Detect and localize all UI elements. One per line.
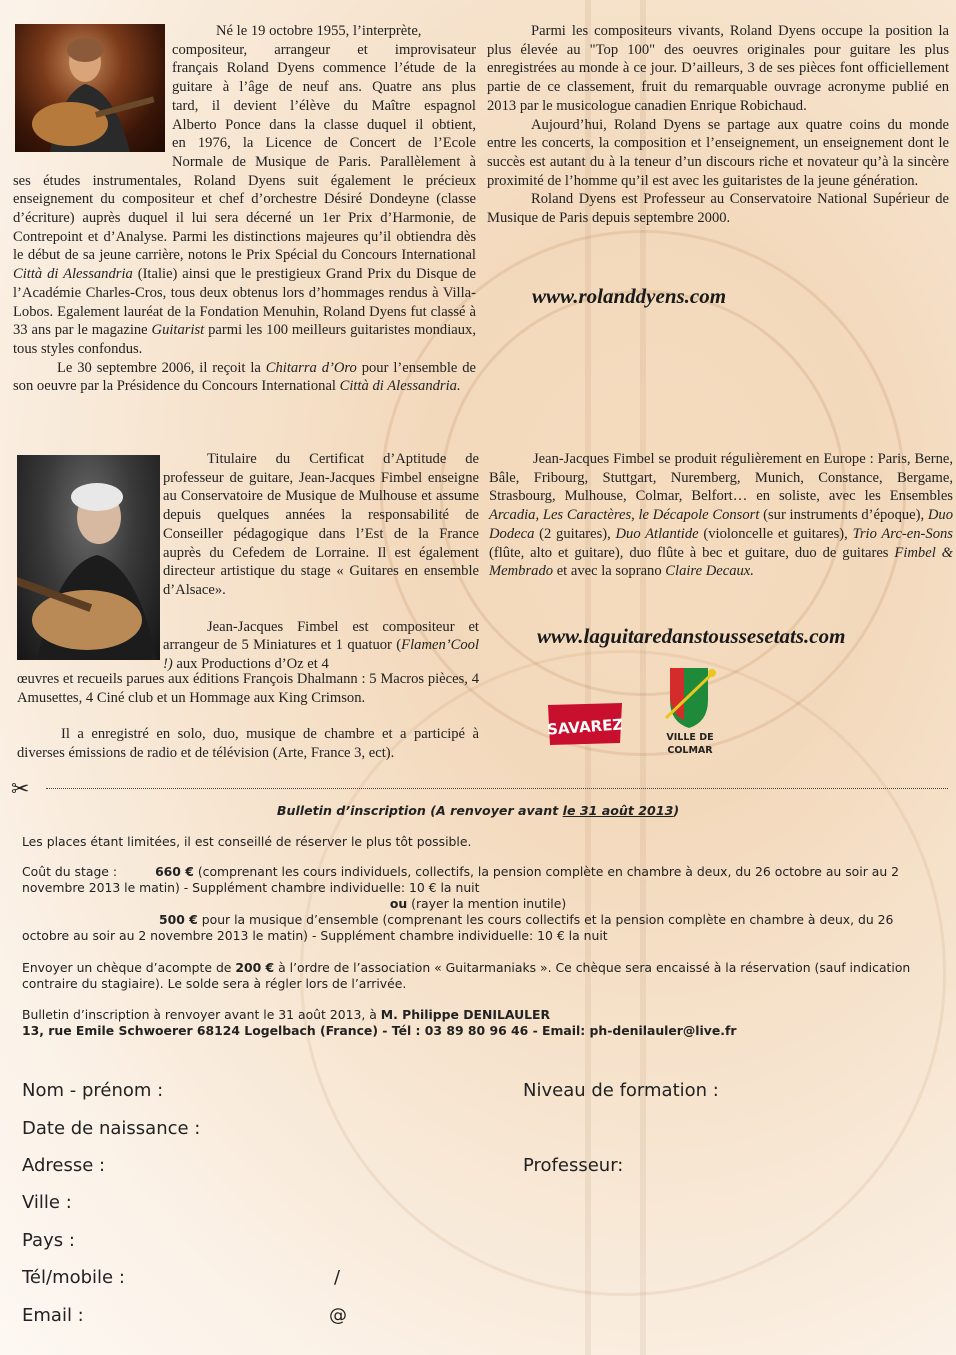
dyens-website-link[interactable]: www.rolanddyens.com [532, 284, 727, 308]
savarez-logo [548, 703, 622, 745]
fimbel-website-link[interactable]: www.laguitaredanstoussesetats.com [537, 624, 846, 648]
dyens-bio-wrapped [172, 22, 476, 172]
tel-separator: / [334, 1267, 341, 1288]
dyens-line: compositeur, arrangeur et improvisateur [172, 41, 476, 58]
cut-line [46, 788, 948, 789]
dyens-line: Alberto Ponce dans la classe duquel il obtient, [172, 116, 476, 133]
fimbel-works: œuvres et recueils parues aux éditions François Dhalmann : 5 Macros pièces, 4 Amusettes, 4 Ciné club et un Hommage aux King Crimson. Il a enregistré en solo, duo, musique de chambre et a participé à diverses émissions de radio et de télévision (Arte, France 3, ect). [17, 671, 479, 762]
bulletin-title: Bulletin d’inscription (A renvoyer avant le 31 août 2013) [276, 803, 680, 818]
bulletin-option-500: 500 € pour la musique d’ensemble (comprenant les cours collectifs et la pension complète en chambre à deux, du 26 octobre au soir au 2 novembre 2013 le matin) - Supplément chambre individuelle: 10 € la nuit [22, 912, 894, 943]
email-at-sign: @ [329, 1305, 347, 1326]
fimbel-concerts: Jean-Jacques Fimbel se produit régulièrement en Europe : Paris, Berne, Bâle, Fribourg, Stuttgart, Nuremberg, Munich, Constance, Bergame, Strasbourg, Mulhouse, Colmar, Belfort… en soliste, avec les Ensembles Arcadia, Les Caractères, le Décapole Consort (sur instruments d’époque), Duo Dodeca (2 guitares), Duo Atlantide (violoncelle et guitares), Trio Arc-en-Sons (flûte, alto et guitare), duo flûte à bec et guitare, duo de guitares Fimbel & Membrado et avec la soprano Claire Decaux. [489, 451, 954, 580]
roland-dyens-photo [15, 24, 165, 152]
dyens-bio-full: ses études instrumentales, Roland Dyens suit également le précieux enseignement du compositeur et chef d’orchestre Désiré Dondeyne (classe d’écriture) auprès duquel il lui sera décerné un 1er Prix d’Harmonie, de Contrepoint et d’Analyse. Parmi les distinctions majeures qu’il obtiendra dès le début de sa jeune carrière, notons le Prix Spécial du Concours International Città di Alessandria (Italie) ainsi que le prestigieux Grand Prix du Disque de l’Académie Charles-Cros, tous deux obtenus lors d’hommages rendus à Villa-Lobos. Egalement lauréat de la Fondation Menuhin, Roland Dyens fut classé à 33 ans par le magazine Guitarist parmi les 100 meilleurs guitaristes mondiaux, tous styles confondus. Le 30 septembre 2006, il reçoit la Chitarra d’Oro pour l’ensemble de son oeuvre par la Présidence du Concours International Città di Alessandria. [13, 172, 477, 395]
field-professeur[interactable]: Professeur: [523, 1155, 624, 1176]
dyens-top100: Parmi les compositeurs vivants, Roland Dyens occupe la position la plus élevée au "Top 100" des oeuvres originales pour guitare les plus enregistrées au monde à ce jour. D’ailleurs, 3 de ses pièces font officiellement partie de ce classement, fruit du remarquable ouvrage acronyme publié en 2013 par le musicologue canadien Enrique Robichaud. [487, 23, 949, 114]
field-niveau-formation[interactable]: Niveau de formation : [523, 1080, 719, 1101]
dyens-line: en 1976, la Licence de Concert de l’Ecole [172, 135, 476, 152]
field-tel-mobile[interactable]: Tél/mobile : [22, 1267, 125, 1288]
scissors-icon: ✂ [11, 777, 30, 802]
dyens-line: tard, il devient l’élève du Maître espagnol [172, 97, 476, 114]
dyens-line: guitare à l’âge de neuf ans. Quatre ans plus [172, 79, 476, 96]
field-nom-prenom[interactable]: Nom - prénom : [22, 1080, 164, 1101]
field-pays[interactable]: Pays : [22, 1230, 75, 1251]
bulletin-deposit: Envoyer un chèque d’acompte de 200 € à l’ordre de l’association « Guitarmaniaks ». Ce chèque sera encaissé à la réservation (sauf indication contraire du stagiaire). Le solde sera à régler lors de l’arrivée. [22, 960, 911, 991]
fimbel-photo [17, 455, 160, 660]
bulletin-or: ou (rayer la mention inutile) [389, 896, 567, 911]
colmar-logo-line1: VILLE DE [666, 732, 714, 743]
savarez-logo-text: SAVAREZ [548, 715, 622, 739]
dyens-line: français Roland Dyens commence l’étude de la [172, 60, 476, 77]
dyens-line: Normale de Musique de Paris. Parallèlement à [172, 153, 476, 170]
fimbel-bio: Titulaire du Certificat d’Aptitude de professeur de guitare, Jean-Jacques Fimbel enseigne au Conservatoire de Musique de Mulhouse et assume depuis quelques années la responsabilité de Conseiller pédagogique dans l’Est de la France auprès du Cefedem de Lorraine. Il est également directeur artistique du stage « Guitares en ensemble d’Alsace». Jean-Jacques Fimbel est compositeur et arrangeur de 5 Miniatures et 1 quatuor (Flamen’Cool !) aux Productions d’Oz et 4 [163, 451, 479, 673]
dyens-right-column [487, 22, 949, 228]
field-adresse[interactable]: Adresse : [22, 1155, 106, 1176]
bulletin-intro: Les places étant limitées, il est conseillé de réserver le plus tôt possible. [22, 834, 472, 849]
field-ville[interactable]: Ville : [22, 1192, 72, 1213]
dyens-professor: Roland Dyens est Professeur au Conservatoire National Supérieur de Musique de Paris depuis septembre 2000. [487, 191, 949, 227]
field-date-naissance[interactable]: Date de naissance : [22, 1118, 201, 1139]
bulletin-option-660: Coût du stage : 660 € (comprenant les cours individuels, collectifs, la pension complète en chambre à deux, du 26 octobre au soir au 2 novembre 2013 le matin) - Supplément chambre individuelle: 10 € la nuit [22, 864, 899, 895]
dyens-today: Aujourd’hui, Roland Dyens se partage aux quatre coins du monde entre les concerts, la composition et l’enseignement, un enseignement dont le succès est autant du à la teneur d’un discours riche et novateur qu’à la sincère proximité de l’homme qu’il est avec les guitaristes de la jeune génération. [487, 116, 949, 189]
colmar-logo [660, 660, 720, 760]
dyens-line: Né le 19 octobre 1955, l’interprète, [216, 23, 422, 39]
field-email[interactable]: Email : [22, 1305, 84, 1326]
colmar-logo-line2: COLMAR [667, 745, 713, 756]
bulletin-send-to: Bulletin d’inscription à renvoyer avant le 31 août 2013, à M. Philippe DENILAULER 13, rue Emile Schwoerer 68124 Logelbach (France) - Tél : 03 89 80 96 46 - Email: ph-denilauler@live.fr [22, 1007, 737, 1038]
